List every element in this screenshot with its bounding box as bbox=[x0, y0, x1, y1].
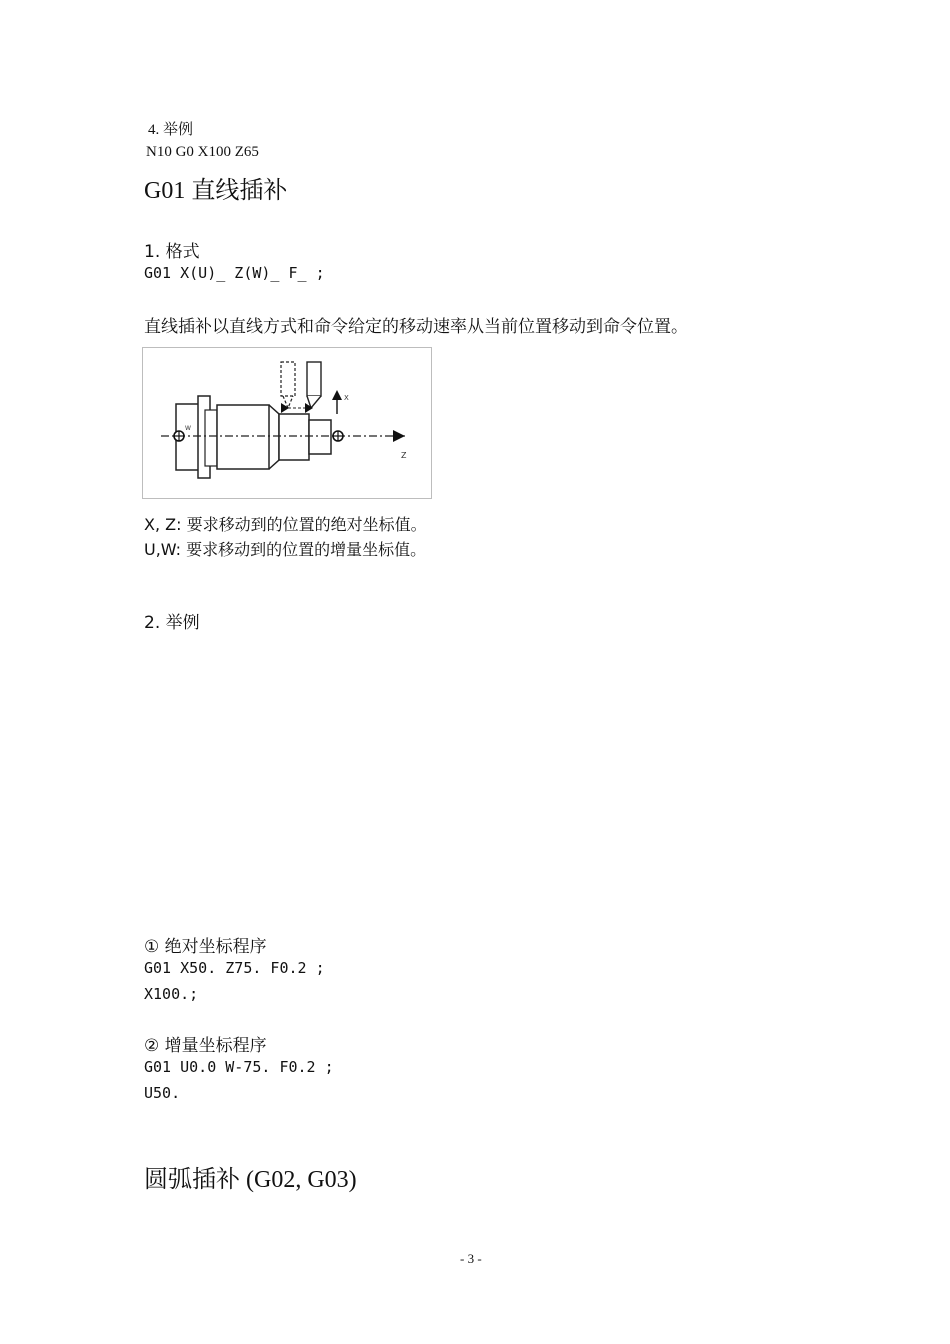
format-code: G01 X(U)_ Z(W)_ F_ ; bbox=[144, 264, 325, 282]
tool-move-arrowhead-a bbox=[281, 403, 289, 413]
tool-end-position bbox=[307, 362, 321, 396]
page-number: - 3 - bbox=[460, 1251, 482, 1266]
section-title-g01: G01 直线插补 bbox=[144, 178, 288, 204]
chuck-face bbox=[205, 410, 217, 466]
example-code-line: N10 G0 X100 Z65 bbox=[146, 144, 259, 160]
incremental-program-heading: ② 增量坐标程序 bbox=[144, 1036, 267, 1056]
workpiece-chamfer bbox=[269, 405, 279, 469]
example-heading: 4. 举例 bbox=[148, 122, 194, 138]
workpiece-small-diameter bbox=[309, 420, 331, 454]
format-heading: 1. 格式 bbox=[144, 242, 200, 262]
workpiece-large-diameter bbox=[217, 405, 269, 469]
x-axis-arrowhead bbox=[332, 390, 342, 400]
origin-label-w: W bbox=[185, 425, 191, 432]
absolute-program-heading: ① 绝对坐标程序 bbox=[144, 937, 267, 957]
incremental-program-line-2: U50. bbox=[144, 1084, 181, 1102]
absolute-program-line-1: G01 X50. Z75. F0.2 ; bbox=[144, 959, 325, 977]
incremental-program-line-1: G01 U0.0 W-75. F0.2 ; bbox=[144, 1058, 334, 1076]
lathe-diagram bbox=[142, 347, 432, 499]
z-axis-arrowhead bbox=[393, 430, 405, 442]
lathe-diagram-svg bbox=[143, 348, 431, 498]
g01-description: 直线插补以直线方式和命令给定的移动速率从当前位置移动到命令位置。 bbox=[144, 317, 688, 337]
param-uw: U,W: 要求移动到的位置的增量坐标值。 bbox=[144, 540, 427, 559]
tool-start-position bbox=[281, 362, 295, 396]
example2-heading: 2. 举例 bbox=[144, 613, 200, 633]
workpiece-mid-diameter bbox=[279, 414, 309, 460]
x-axis-label: X bbox=[344, 394, 349, 402]
param-xz: X, Z: 要求移动到的位置的绝对坐标值。 bbox=[144, 515, 427, 534]
section-title-arc: 圆弧插补 (G02, G03) bbox=[144, 1167, 357, 1193]
z-axis-label: Z bbox=[401, 451, 407, 460]
absolute-program-line-2: X100.; bbox=[144, 985, 199, 1003]
